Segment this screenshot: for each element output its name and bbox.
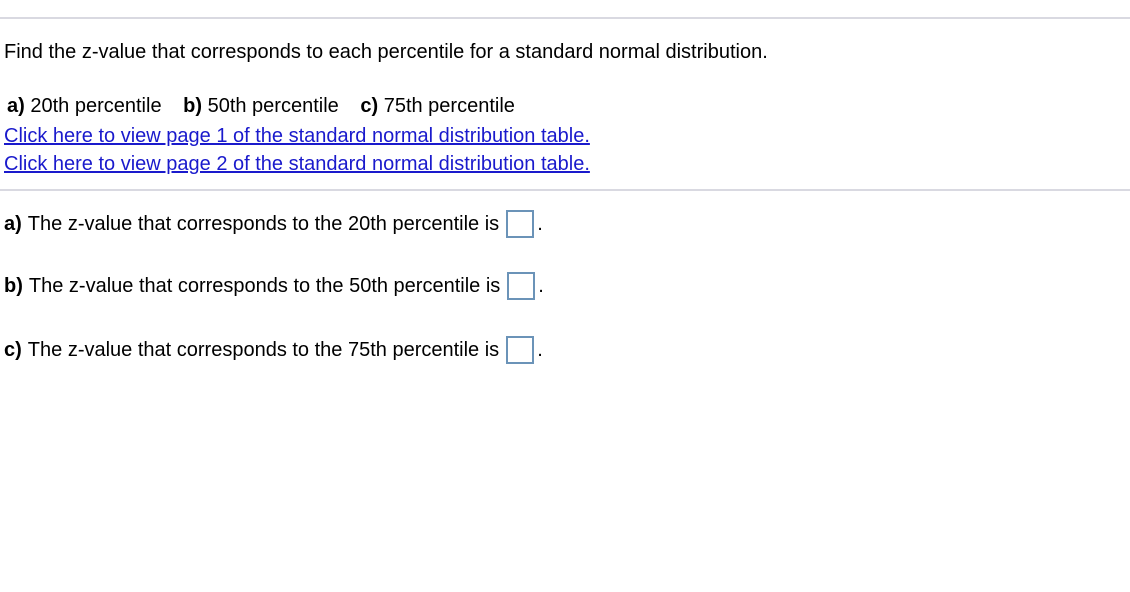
answer-a-label: a)	[4, 213, 22, 235]
answer-row-c	[4, 336, 543, 364]
answer-c-input[interactable]	[506, 336, 534, 364]
answer-c-period: .	[537, 339, 543, 361]
percentile-parts	[7, 94, 531, 118]
answer-a-period: .	[537, 213, 543, 235]
part-b-label: b)	[183, 95, 203, 117]
answer-b-input[interactable]	[507, 272, 535, 300]
table-page-2-link[interactable]: Click here to view page 2 of the standard normal distribution table.	[4, 153, 590, 175]
part-b	[183, 95, 339, 117]
part-c	[360, 95, 515, 117]
part-c-text: 75th percentile	[383, 95, 515, 117]
answer-b-label: b)	[4, 275, 23, 297]
answer-row-b	[4, 272, 544, 300]
answer-c-text: The z-value that corresponds to the 75th percentile is	[27, 339, 500, 361]
table-page-1-link[interactable]: Click here to view page 1 of the standard normal distribution table.	[4, 125, 590, 147]
section-divider	[0, 189, 1130, 191]
part-b-text: 50th percentile	[207, 95, 339, 117]
part-c-label: c)	[360, 95, 379, 117]
part-a-label: a)	[7, 95, 25, 117]
answer-a-input[interactable]	[506, 210, 534, 238]
question-text: Find the z-value that corresponds to each percentile for a standard normal distribution.	[4, 41, 768, 63]
part-a	[7, 95, 162, 117]
answer-b-text: The z-value that corresponds to the 50th percentile is	[28, 275, 501, 297]
part-a-text: 20th percentile	[30, 95, 162, 117]
answer-c-label: c)	[4, 339, 22, 361]
answer-b-period: .	[538, 275, 544, 297]
top-divider	[0, 17, 1130, 19]
answer-a-text: The z-value that corresponds to the 20th percentile is	[27, 213, 500, 235]
answer-row-a	[4, 210, 543, 238]
